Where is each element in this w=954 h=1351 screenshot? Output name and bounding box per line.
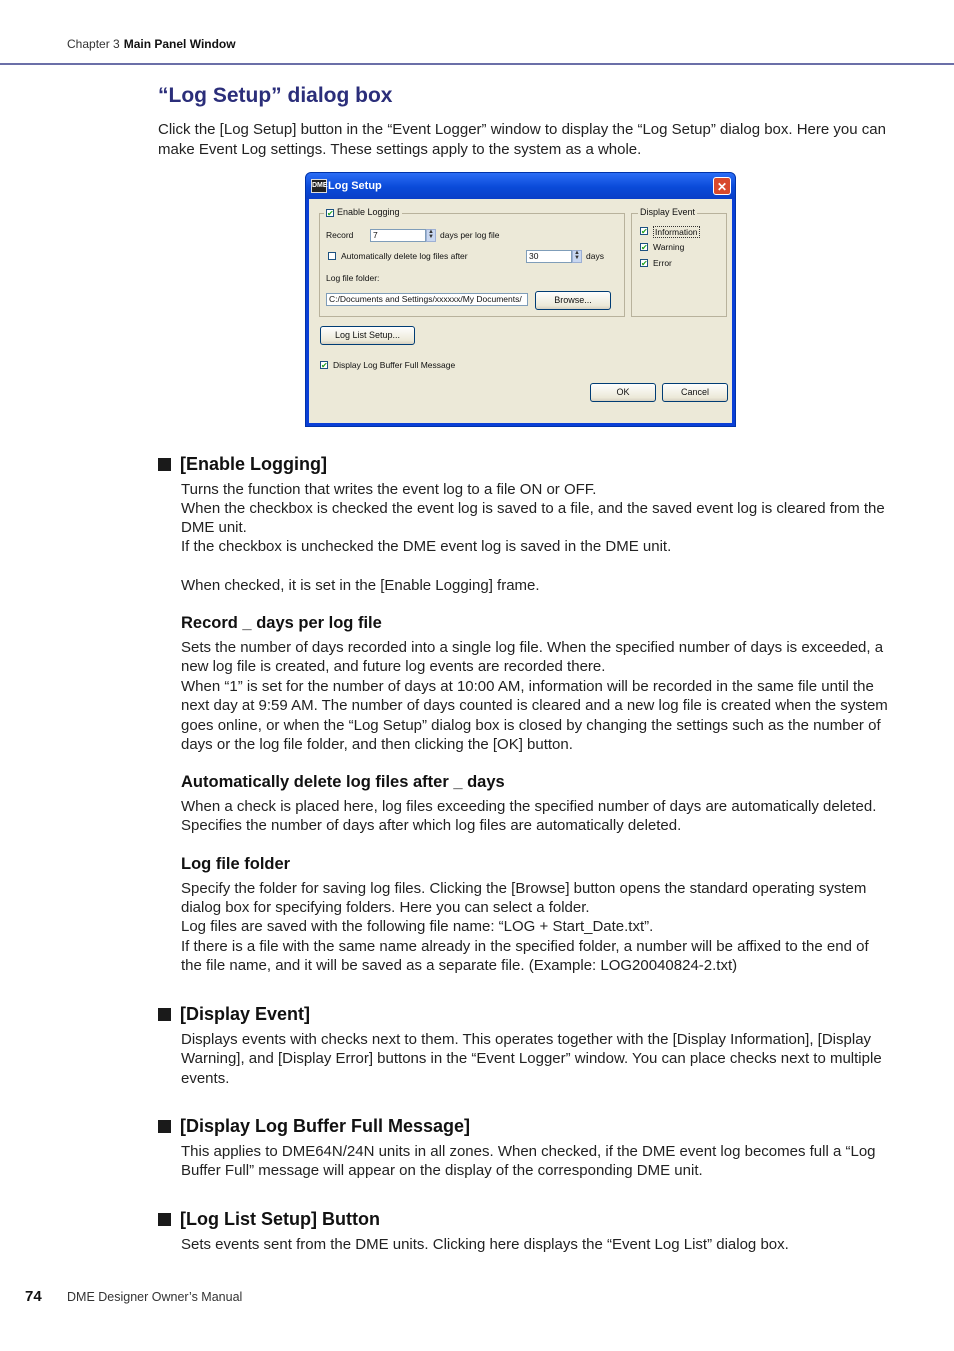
enable-logging-checkbox[interactable]: ✔ <box>327 209 334 218</box>
buffer-full-checkbox[interactable]: ✔ <box>321 361 328 370</box>
log-folder-p1: Specify the folder for saving log files. Clicking the [Browse] button opens the standard operating system dialog box for specifying folders. Here you can select a folder. <box>181 880 867 917</box>
dialog-caption: Log Setup <box>328 180 382 192</box>
record-p1: Sets the number of days recorded into a single log file. When the specified number of days is exceeded, a new log file is created, and future log events are recorded there. <box>181 639 884 676</box>
information-label: Information <box>655 227 698 237</box>
information-checkbox[interactable]: ✔ <box>641 227 648 236</box>
warning-checkbox[interactable]: ✔ <box>641 243 648 252</box>
auto-delete-subheading: Automatically delete log files after _ days <box>181 773 505 791</box>
auto-delete-label: Automatically delete log files after <box>341 251 468 261</box>
error-checkbox[interactable]: ✔ <box>641 259 648 268</box>
square-bullet-icon <box>158 1213 171 1226</box>
log-folder-input[interactable]: C:/Documents and Settings/xxxxxx/My Documents/ <box>326 293 528 306</box>
header-rule <box>0 63 954 65</box>
record-p2: When “1” is set for the number of days at 10:00 AM, information will be recorded in the same file until the next day at 9:59 AM. The number of days counted is cleared and a new log file is created when the system goes online, or when the “Log Setup” dialog box is closed by changing the settings such as the number of days or the log file folder, and then clicking the [OK] button. <box>181 678 888 753</box>
square-bullet-icon <box>158 1120 171 1133</box>
log-list-setup-button[interactable]: Log List Setup... <box>320 326 415 345</box>
days-per-log-file-label: days per log file <box>440 230 500 240</box>
enable-logging-frame <box>319 207 625 317</box>
log-folder-p3: If there is a file with the same name already in the specified folder, a number will be affixed to the end of the file name, and it will be saved as a separate file. (Example: LOG20040824-2.txt) <box>181 938 869 975</box>
display-event-p: Displays events with checks next to them. This operates together with the [Display Information], [Display Warning], and [Display Error] buttons in the “Event Logger” window. You can place checks next to multiple events. <box>181 1031 882 1087</box>
display-event-frame <box>631 207 727 317</box>
intro-paragraph: Click the [Log Setup] button in the “Event Logger” window to display the “Log Setup” dialog box. Here you can make Event Log settings. These settings apply to the system as a whole. <box>158 121 886 158</box>
cancel-button[interactable]: Cancel <box>662 383 728 402</box>
enable-logging-p1: Turns the function that writes the event log to a file ON or OFF. <box>181 481 597 498</box>
page-title: “Log Setup” dialog box <box>158 84 393 107</box>
auto-delete-days-spinner[interactable]: ▲ ▼ <box>572 250 582 263</box>
buffer-full-p: This applies to DME64N/24N units in all zones. When checked, if the DME event log becomes full a “Log Buffer Full” message will appear on the display of the corresponding DME unit. <box>181 1143 876 1180</box>
app-icon: DME <box>311 179 327 193</box>
enable-logging-p2: When the checkbox is checked the event log is saved to a file, and the saved event log is cleared from the DME unit. <box>181 500 885 537</box>
enable-logging-label: Enable Logging <box>337 207 400 217</box>
section-label: Main Panel Window <box>123 37 236 51</box>
enable-logging-heading: [Enable Logging] <box>158 454 327 475</box>
log-file-folder-label: Log file folder: <box>326 273 380 283</box>
dialog-title-bar <box>306 173 735 199</box>
footer-manual-title: DME Designer Owner’s Manual <box>67 1290 243 1304</box>
dialog-body <box>309 199 732 423</box>
enable-logging-p3: If the checkbox is unchecked the DME event log is saved in the DME unit. <box>181 538 672 555</box>
square-bullet-icon <box>158 1008 171 1021</box>
log-list-p: Sets events sent from the DME units. Clicking here displays the “Event Log List” dialog box. <box>181 1236 789 1253</box>
buffer-full-heading: [Display Log Buffer Full Message] <box>158 1116 470 1137</box>
browse-button[interactable]: Browse... <box>535 291 611 310</box>
chapter-label: Chapter 3 <box>67 37 120 51</box>
display-event-heading: [Display Event] <box>158 1004 310 1025</box>
record-days-spinner[interactable]: ▲ ▼ <box>426 229 436 242</box>
page-number: 74 <box>25 1288 42 1305</box>
display-event-legend: Display Event <box>640 207 696 217</box>
error-label: Error <box>653 258 672 268</box>
buffer-full-label: Display Log Buffer Full Message <box>333 360 456 370</box>
auto-delete-p: When a check is placed here, log files exceeding the specified number of days are automatically deleted. Specifies the number of days after which log files are automatically deleted. <box>181 798 877 835</box>
days-label: days <box>586 251 604 261</box>
record-days-input[interactable]: 7 <box>370 229 426 242</box>
close-icon[interactable]: ✕ <box>713 177 731 195</box>
log-list-heading: [Log List Setup] Button <box>158 1209 380 1230</box>
log-setup-dialog <box>305 172 736 427</box>
running-header <box>67 37 236 51</box>
ok-button[interactable]: OK <box>590 383 656 402</box>
auto-delete-checkbox[interactable] <box>328 252 336 260</box>
enable-logging-p4: When checked, it is set in the [Enable Logging] frame. <box>181 577 540 594</box>
record-label: Record <box>326 230 354 240</box>
log-folder-subheading: Log file folder <box>181 855 291 873</box>
log-folder-p2: Log files are saved with the following file name: “LOG + Start_Date.txt”. <box>181 918 654 935</box>
enable-logging-legend <box>324 207 402 217</box>
square-bullet-icon <box>158 458 171 471</box>
record-subheading: Record _ days per log file <box>181 614 382 632</box>
auto-delete-days-input[interactable]: 30 <box>526 250 572 263</box>
warning-label: Warning <box>653 242 685 252</box>
